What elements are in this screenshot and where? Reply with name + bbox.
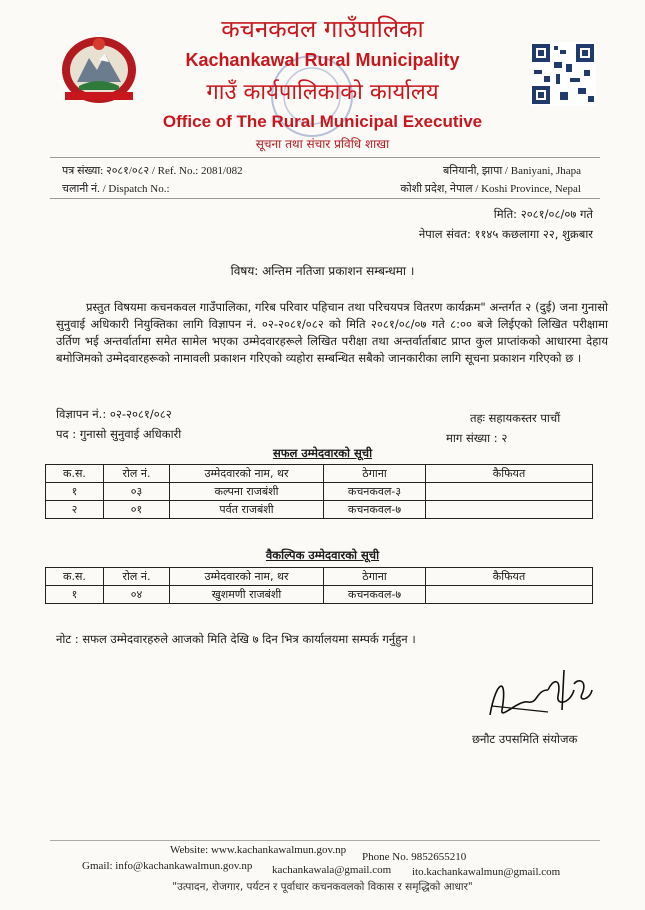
ref-number: पत्र संख्या: २०८१/०८२ / Ref. No.: 2081/082: [62, 165, 243, 177]
section-name: सूचना तथा संचार प्रविधि शाखा: [255, 137, 390, 151]
table-row: [46, 586, 593, 604]
note: नोट : सफल उम्मेदवारहरुले आजको मिति देखि ७ दिन भित्र कार्यालयमा सम्पर्क गर्नुहुन ।: [56, 632, 416, 646]
cell-remarks: [426, 483, 593, 501]
footer-website: Website: www.kachankawalmun.gov.np: [170, 844, 347, 856]
date-nepal-sambat: नेपाल संवत: ११४५ कछलागा २२, शुक्रबार: [418, 227, 593, 241]
cell-address: कचनकवल-३: [324, 483, 426, 501]
successful-candidates-table: [45, 464, 593, 519]
footer-email-3: ito.kachankawalmun@gmail.com: [412, 866, 561, 878]
cell-name: पर्वत राजबंशी: [170, 501, 324, 519]
demand-count: माग संख्या : २: [446, 431, 508, 445]
cell-remarks: [426, 501, 593, 519]
cell-serial: १: [46, 483, 104, 501]
advertisement-number: विज्ञापन नं.: ०२-२०८१/०८२: [56, 407, 172, 421]
col-remarks: कैफियत: [426, 465, 593, 483]
address-line-1: बनियानी, झापा / Baniyani, Jhapa: [443, 165, 581, 177]
cell-name: खुशमणी राजबंशी: [170, 586, 324, 604]
alternate-list-title: वैकल्पिक उम्मेदवारको सूची: [265, 548, 380, 562]
cell-roll: ०३: [104, 483, 170, 501]
office-name-np: गाउँ कार्यपालिकाको कार्यालय: [206, 80, 439, 105]
cell-name: कल्पना राजबंशी: [170, 483, 324, 501]
body-paragraph: प्रस्तुत विषयमा कचनकवल गाउँपालिका, गरिब परिवार पहिचान तथा परिचयपत्र वितरण कार्यक्रम" अन्तर्गत २ (दुई) जना गुनासो सुनुवाई अधिकारी नियुक्तिका लागि विज्ञापन नं. ०२-२०८१/०८२ को मिति २०८१/०८/०७ गते ८:०० बजे लिईएको लिखित परीक्षामा उर्तिण भई अन्तर्वार्तामा समेत सामेल भएका उम्मेदवारहरूले लिखित परीक्षा तथा अन्तर्वार्ताबाट प्राप्त कुल प्राप्तांकको आधारमा देहाय बमोजिमको उम्मेदवारहरूको नामावली प्रकाशन गरिएको व्यहोरा सम्बन्धित सबैको जानकारीका लागि सूचना प्रकाशन गरिएको छ ।: [56, 300, 608, 365]
footer-gmail: Gmail: info@kachankawalmun.gov.np: [82, 860, 253, 872]
col-address: ठेगाना: [324, 465, 426, 483]
footer-phone: Phone No. 9852655210: [362, 851, 467, 863]
post: पद : गुनासो सुनुवाई अधिकारी: [56, 427, 182, 441]
office-name-en: Office of The Rural Municipal Executive: [162, 112, 483, 131]
footer-divider: [50, 840, 600, 841]
table-header-row: [46, 568, 593, 586]
table-row: [46, 501, 593, 519]
cell-remarks: [426, 586, 593, 604]
col-serial: क.स.: [46, 465, 104, 483]
municipality-name-np: कचनकवल गाउँपालिका: [221, 15, 424, 43]
footer-slogan: "उत्पादन, रोजगार, पर्यटन र पूर्वाधार कचनकवलको विकास र समृद्धिको आधार": [172, 881, 473, 893]
col-name: उम्मेदवारको नाम, थर: [170, 568, 324, 586]
successful-list-title: सफल उम्मेदवारको सूची: [272, 446, 373, 460]
col-name: उम्मेदवारको नाम, थर: [170, 465, 324, 483]
alternate-candidates-table: [45, 567, 593, 604]
cell-serial: १: [46, 586, 104, 604]
cell-roll: ०४: [104, 586, 170, 604]
dispatch-number: चलानी नं. / Dispatch No.:: [62, 183, 170, 195]
cell-address: कचनकवल-७: [324, 501, 426, 519]
header-divider-2: [50, 198, 600, 199]
cell-serial: २: [46, 501, 104, 519]
col-roll: रोल नं.: [104, 568, 170, 586]
cell-roll: ०१: [104, 501, 170, 519]
subject-line: विषय: अन्तिम नतिजा प्रकाशन सम्बन्धमा ।: [230, 264, 415, 278]
footer-email-2: kachankawala@gmail.com: [272, 864, 392, 876]
cell-address: कचनकवल-७: [324, 586, 426, 604]
table-header-row: [46, 465, 593, 483]
signatory-title: छनौट उपसमिति संयोजक: [472, 732, 578, 746]
header-divider: [50, 157, 600, 158]
date-bs: मिति: २०८१/०८/०७ गते: [493, 207, 593, 221]
col-remarks: कैफियत: [426, 568, 593, 586]
col-roll: रोल नं.: [104, 465, 170, 483]
address-line-2: कोशी प्रदेश, नेपाल / Koshi Province, Nepal: [400, 183, 581, 195]
municipality-name-en: Kachankawal Rural Municipality: [185, 50, 460, 70]
table-row: [46, 483, 593, 501]
level: तहः सहायकस्तर पाचौं: [470, 411, 561, 425]
col-serial: क.स.: [46, 568, 104, 586]
col-address: ठेगाना: [324, 568, 426, 586]
signature-icon: [478, 660, 598, 730]
